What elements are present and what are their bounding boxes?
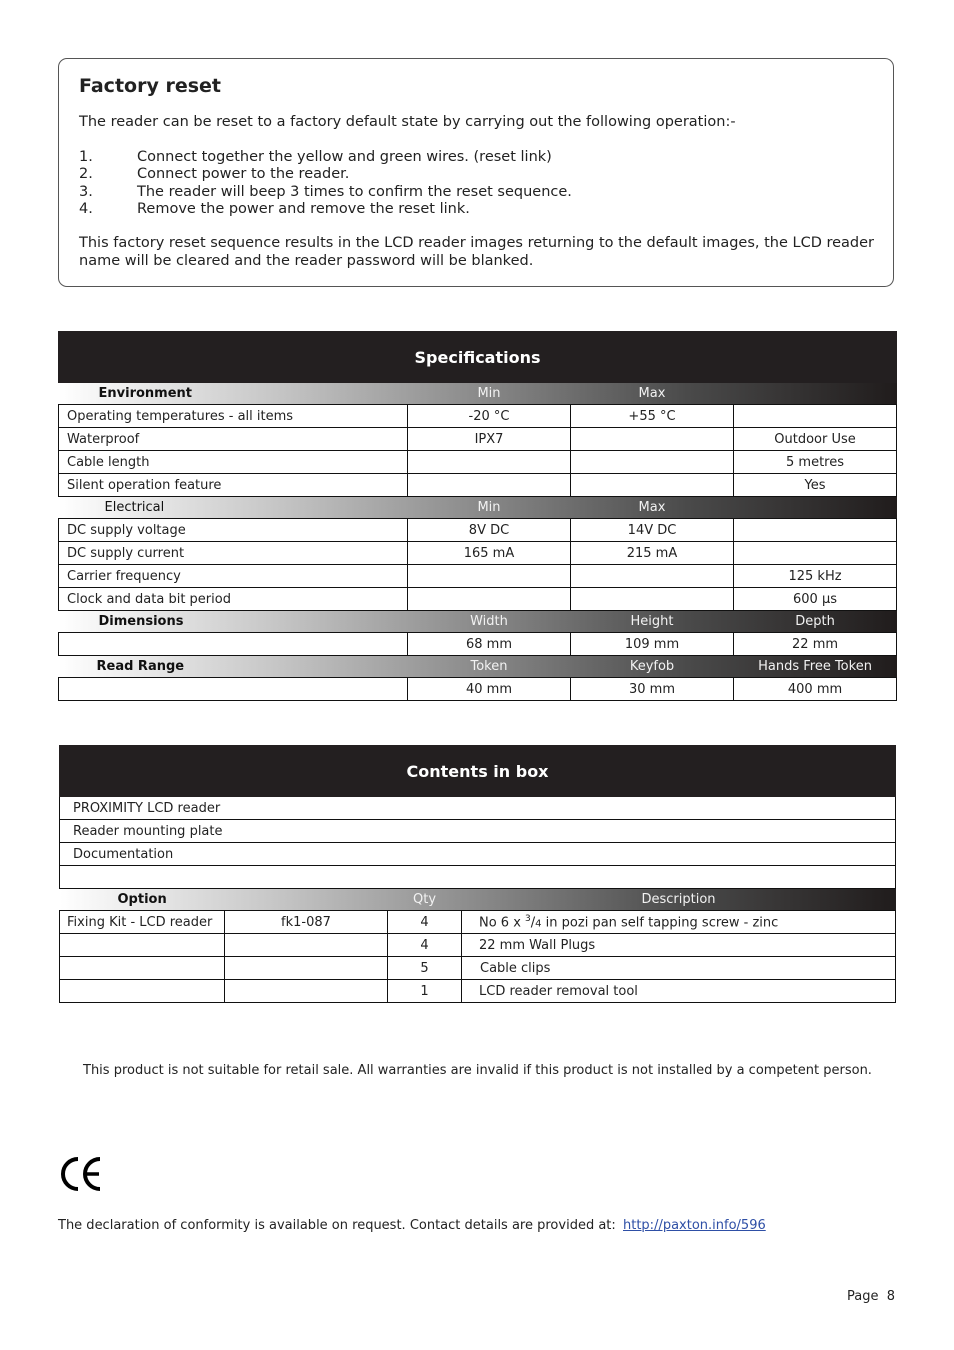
table-row: 1 LCD reader removal tool: [60, 980, 896, 1003]
specifications-title: Specifications: [59, 332, 897, 383]
table-row: Waterproof IPX7 Outdoor Use: [59, 428, 897, 451]
table-row: Carrier frequency 125 kHz: [59, 565, 897, 588]
step-text: Connect together the yellow and green wires. (reset link): [137, 149, 552, 165]
table-row: Cable length 5 metres: [59, 451, 897, 474]
specifications-table: [58, 331, 897, 701]
table-row: Operating temperatures - all items -20 °C +55 °C: [59, 405, 897, 428]
table-row: 5 Cable clips: [60, 957, 896, 980]
step-number: 1.: [79, 149, 93, 165]
list-item: [60, 866, 896, 889]
factory-reset-title: Factory reset: [79, 75, 221, 97]
step-number: 2.: [79, 166, 93, 182]
step-number: 3.: [79, 184, 93, 200]
table-row: DC supply voltage 8V DC 14V DC: [59, 519, 897, 542]
ce-mark-icon: [58, 1155, 104, 1193]
table-row: Silent operation feature Yes: [59, 474, 897, 497]
factory-reset-panel: [58, 58, 894, 287]
dimensions-header: Dimensions Width Height Depth: [59, 611, 897, 633]
table-row: 68 mm 109 mm 22 mm: [59, 633, 897, 656]
table-row: 40 mm 30 mm 400 mm: [59, 678, 897, 701]
step-text: Connect power to the reader.: [137, 166, 350, 182]
table-row: DC supply current 165 mA 215 mA: [59, 542, 897, 565]
contents-title: Contents in box: [60, 746, 896, 797]
factory-reset-note: This factory reset sequence results in the LCD reader images returning to the default images, the LCD reader name will be cleared and the reader password will be blanked.: [79, 235, 875, 269]
contents-table: [59, 745, 896, 1003]
conformity-text: The declaration of conformity is available on request. Contact details are provided at:: [58, 1218, 616, 1233]
disclaimer-text: This product is not suitable for retail sale. All warranties are invalid if this product is not installed by a competent person.: [83, 1063, 872, 1078]
step-text: The reader will beep 3 times to confirm the reset sequence.: [137, 184, 572, 200]
factory-reset-intro: The reader can be reset to a factory default state by carrying out the following operation:-: [79, 114, 736, 130]
conformity-link[interactable]: http://paxton.info/596: [623, 1218, 766, 1233]
electrical-header: Electrical Min Max: [59, 497, 897, 519]
list-item: Documentation: [60, 843, 896, 866]
option-header: Option Qty Description: [60, 889, 896, 911]
table-row: 4 22 mm Wall Plugs: [60, 934, 896, 957]
read-range-header: Read Range Token Keyfob Hands Free Token: [59, 656, 897, 678]
environment-header: Environment Min Max: [59, 383, 897, 405]
list-item: Reader mounting plate: [60, 820, 896, 843]
page-number: Page 8: [847, 1289, 896, 1304]
option-description: No 6 x $^3$/4 in pozi pan self tapping screw - zinc: [462, 911, 896, 934]
table-row: Fixing Kit - LCD reader fk1-087 4 No 6 x $^3$/4 in pozi pan self tapping screw - zinc: [60, 911, 896, 934]
step-text: Remove the power and remove the reset link.: [137, 201, 470, 217]
list-item: PROXIMITY LCD reader: [60, 797, 896, 820]
step-number: 4.: [79, 201, 93, 217]
table-row: Clock and data bit period 600 µs: [59, 588, 897, 611]
